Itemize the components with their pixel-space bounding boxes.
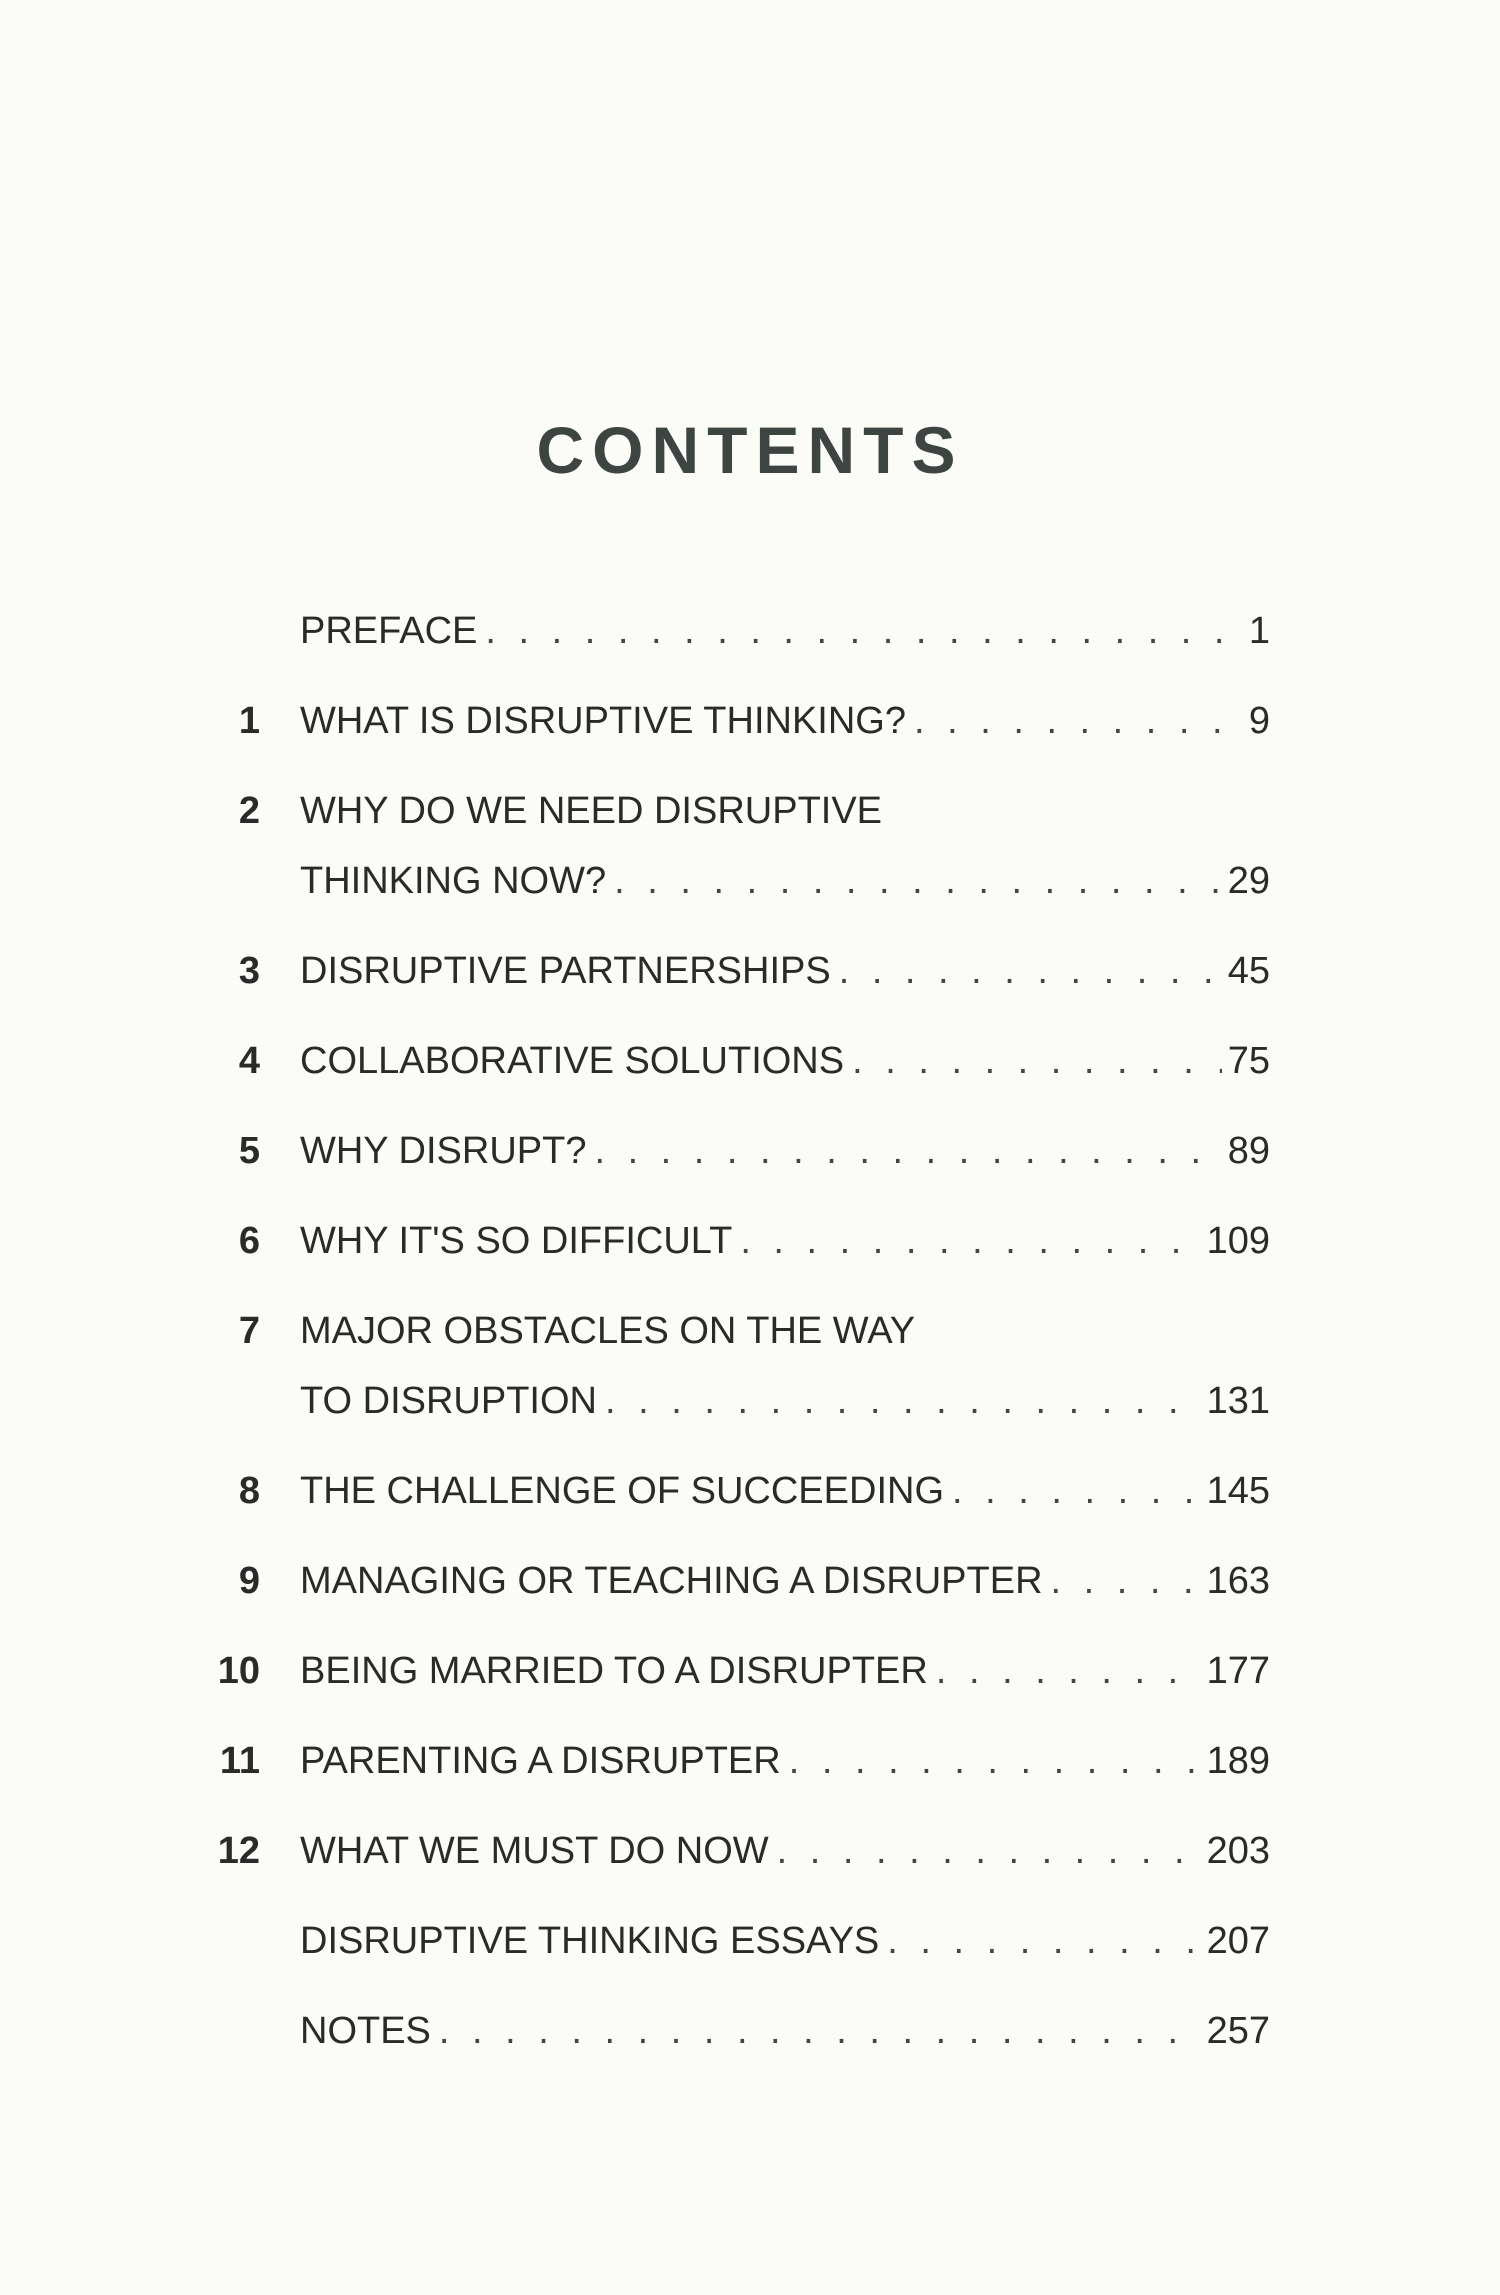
chapter-title: WHY IT'S SO DIFFICULT (300, 1220, 733, 1262)
toc-entry[interactable] (200, 1310, 1270, 1430)
chapter-title: PARENTING A DISRUPTER (300, 1740, 781, 1782)
dot-leader (594, 1130, 1221, 1173)
chapter-title: WHAT IS DISRUPTIVE THINKING? (300, 700, 906, 742)
toc-entry[interactable] (200, 1830, 1270, 1880)
dot-leader (1051, 1560, 1201, 1603)
page-number: 163 (1206, 1560, 1270, 1602)
toc-line (300, 1470, 1270, 1513)
page-number: 145 (1206, 1470, 1270, 1512)
chapter-title: PREFACE (300, 610, 478, 652)
dot-leader (887, 1920, 1200, 1963)
dot-leader (839, 950, 1222, 993)
chapter-number: 1 (238, 700, 260, 742)
dot-leader (789, 1740, 1201, 1783)
chapter-title: THINKING NOW? (300, 860, 607, 902)
chapter-number: 6 (238, 1220, 260, 1262)
page-number: 109 (1206, 1220, 1270, 1262)
chapter-title: NOTES (300, 2010, 431, 2052)
toc-line (300, 1560, 1270, 1603)
chapter-number: 9 (238, 1560, 260, 1602)
chapter-title: MANAGING OR TEACHING A DISRUPTER (300, 1560, 1043, 1602)
toc-line (300, 700, 1270, 743)
toc-line (300, 1220, 1270, 1263)
dot-leader (936, 1650, 1201, 1693)
chapter-number: 2 (238, 790, 260, 832)
dot-leader (740, 1220, 1200, 1263)
dot-leader (614, 860, 1222, 903)
page-number: 75 (1227, 1040, 1270, 1082)
toc-line (300, 2010, 1270, 2053)
toc-entry[interactable] (200, 1470, 1270, 1520)
chapter-title: DISRUPTIVE THINKING ESSAYS (300, 1920, 880, 1962)
chapter-title: WHAT WE MUST DO NOW (300, 1830, 769, 1872)
chapter-number: 3 (238, 950, 260, 992)
toc-line (300, 610, 1270, 653)
toc-line (300, 790, 1270, 833)
page-number: 207 (1206, 1920, 1270, 1962)
toc-entry[interactable] (200, 700, 1270, 750)
page-number: 177 (1206, 1650, 1270, 1692)
page-number: 89 (1227, 1130, 1270, 1172)
toc-line (300, 1380, 1270, 1423)
toc-line (300, 1830, 1270, 1873)
chapter-title: WHY DO WE NEED DISRUPTIVE (300, 790, 883, 832)
chapter-number: 8 (238, 1470, 260, 1512)
page-number: 131 (1206, 1380, 1270, 1422)
chapter-title: TO DISRUPTION (300, 1380, 597, 1422)
page-number: 45 (1227, 950, 1270, 992)
dot-leader (777, 1830, 1201, 1873)
chapter-number: 4 (238, 1040, 260, 1082)
toc-line (300, 1310, 1270, 1353)
page-number: 203 (1206, 1830, 1270, 1872)
dot-leader (439, 2010, 1201, 2053)
toc-entry[interactable] (200, 610, 1270, 660)
page-number: 1 (1248, 610, 1270, 652)
dot-leader (485, 610, 1242, 653)
dot-leader (852, 1040, 1222, 1083)
chapter-number: 12 (217, 1830, 260, 1872)
chapter-title: DISRUPTIVE PARTNERSHIPS (300, 950, 831, 992)
toc-entry[interactable] (200, 1130, 1270, 1180)
toc-entry[interactable] (200, 1740, 1270, 1790)
chapter-title: MAJOR OBSTACLES ON THE WAY (300, 1310, 916, 1352)
toc-line (300, 860, 1270, 903)
toc-entry[interactable] (200, 950, 1270, 1000)
toc-entry[interactable] (200, 1650, 1270, 1700)
toc-entry[interactable] (200, 1220, 1270, 1270)
toc-entry[interactable] (200, 790, 1270, 910)
toc-entry[interactable] (200, 1040, 1270, 1090)
contents-title: CONTENTS (536, 413, 964, 487)
chapter-number: 5 (238, 1130, 260, 1172)
toc-line (300, 1040, 1270, 1083)
page-number: 9 (1248, 700, 1270, 742)
toc-entry[interactable] (200, 1560, 1270, 1610)
dot-leader (605, 1380, 1201, 1423)
toc-line (300, 1920, 1270, 1963)
chapter-number: 7 (238, 1310, 260, 1352)
toc-line (300, 1130, 1270, 1173)
dot-leader (914, 700, 1243, 743)
dot-leader (952, 1470, 1201, 1513)
toc-entry[interactable] (200, 2010, 1270, 2060)
toc-line (300, 1740, 1270, 1783)
chapter-title: COLLABORATIVE SOLUTIONS (300, 1040, 845, 1082)
toc-entry[interactable] (200, 1920, 1270, 1970)
toc-line (300, 950, 1270, 993)
chapter-title: BEING MARRIED TO A DISRUPTER (300, 1650, 928, 1692)
page-number: 257 (1206, 2010, 1270, 2052)
chapter-number: 11 (219, 1740, 260, 1782)
chapter-title: THE CHALLENGE OF SUCCEEDING (300, 1470, 944, 1512)
page-number: 189 (1206, 1740, 1270, 1782)
chapter-number: 10 (217, 1650, 260, 1692)
chapter-title: WHY DISRUPT? (300, 1130, 587, 1172)
page-number: 29 (1227, 860, 1270, 902)
toc-line (300, 1650, 1270, 1693)
